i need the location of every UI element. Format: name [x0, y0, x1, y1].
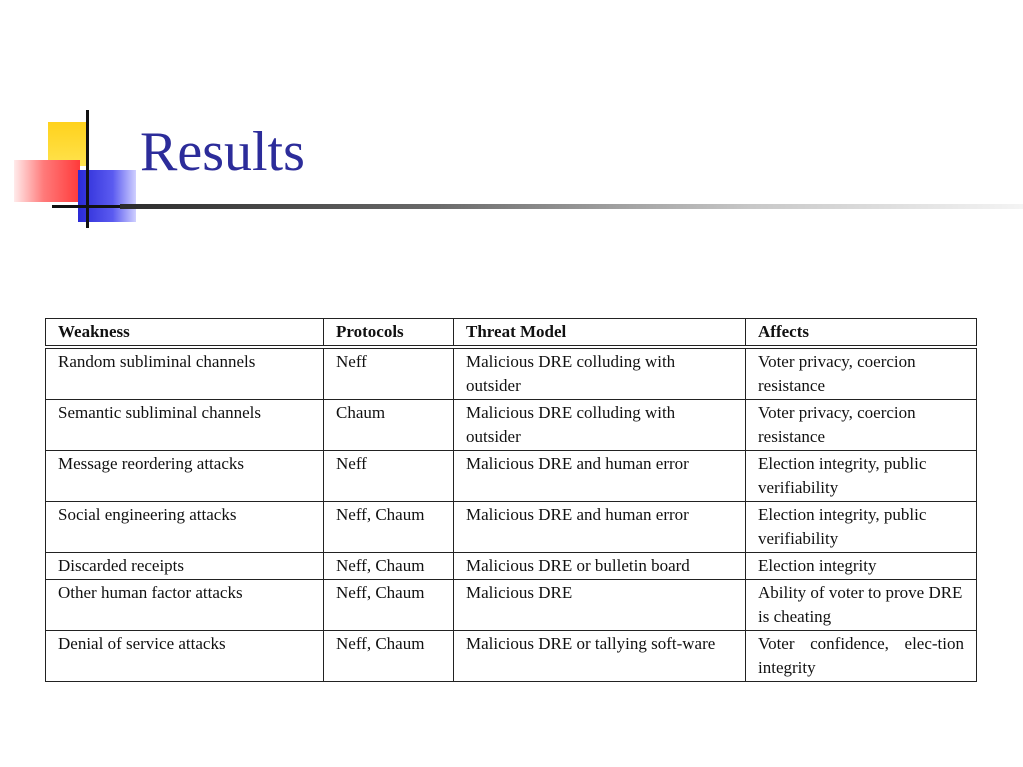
table-body — [46, 347, 977, 682]
title-underline-rule — [120, 204, 1023, 209]
table-row — [46, 553, 977, 580]
cell-protocols: Neff, Chaum — [324, 631, 454, 682]
table-header-row — [46, 319, 977, 348]
cell-weakness: Semantic subliminal channels — [46, 400, 324, 451]
logo-vertical-line — [86, 110, 89, 228]
cell-protocols: Neff, Chaum — [324, 553, 454, 580]
cell-affects: Election integrity, public verifiability — [746, 502, 977, 553]
table-row — [46, 347, 977, 400]
header-protocols: Protocols — [324, 319, 454, 348]
cell-weakness: Discarded receipts — [46, 553, 324, 580]
cell-protocols: Neff, Chaum — [324, 502, 454, 553]
table-row — [46, 502, 977, 553]
header-weakness: Weakness — [46, 319, 324, 348]
table-row — [46, 631, 977, 682]
cell-affects: Election integrity — [746, 553, 977, 580]
results-table — [45, 318, 977, 682]
cell-protocols: Chaum — [324, 400, 454, 451]
cell-weakness: Random subliminal channels — [46, 347, 324, 400]
cell-affects: Ability of voter to prove DRE is cheating — [746, 580, 977, 631]
header-affects: Affects — [746, 319, 977, 348]
cell-threat-model: Malicious DRE — [454, 580, 746, 631]
cell-threat-model: Malicious DRE and human error — [454, 502, 746, 553]
table-header — [46, 319, 977, 348]
cell-threat-model: Malicious DRE colluding with outsider — [454, 347, 746, 400]
cell-threat-model: Malicious DRE or tallying soft-ware — [454, 631, 746, 682]
cell-threat-model: Malicious DRE or bulletin board — [454, 553, 746, 580]
cell-weakness: Denial of service attacks — [46, 631, 324, 682]
cell-threat-model: Malicious DRE and human error — [454, 451, 746, 502]
table-row — [46, 451, 977, 502]
cell-affects: Election integrity, public verifiability — [746, 451, 977, 502]
slide-title: Results — [140, 121, 305, 183]
slide-logo-decoration — [0, 0, 140, 240]
logo-red-square — [14, 160, 80, 202]
table-row — [46, 400, 977, 451]
cell-weakness: Other human factor attacks — [46, 580, 324, 631]
cell-affects: Voter privacy, coercion resistance — [746, 347, 977, 400]
header-threat-model: Threat Model — [454, 319, 746, 348]
cell-protocols: Neff — [324, 347, 454, 400]
cell-protocols: Neff — [324, 451, 454, 502]
cell-weakness: Social engineering attacks — [46, 502, 324, 553]
results-table-container — [45, 318, 976, 682]
cell-threat-model: Malicious DRE colluding with outsider — [454, 400, 746, 451]
table-row — [46, 580, 977, 631]
cell-affects: Voter confidence, elec-tion integrity — [746, 631, 977, 682]
cell-protocols: Neff, Chaum — [324, 580, 454, 631]
cell-weakness: Message reordering attacks — [46, 451, 324, 502]
cell-affects: Voter privacy, coercion resistance — [746, 400, 977, 451]
